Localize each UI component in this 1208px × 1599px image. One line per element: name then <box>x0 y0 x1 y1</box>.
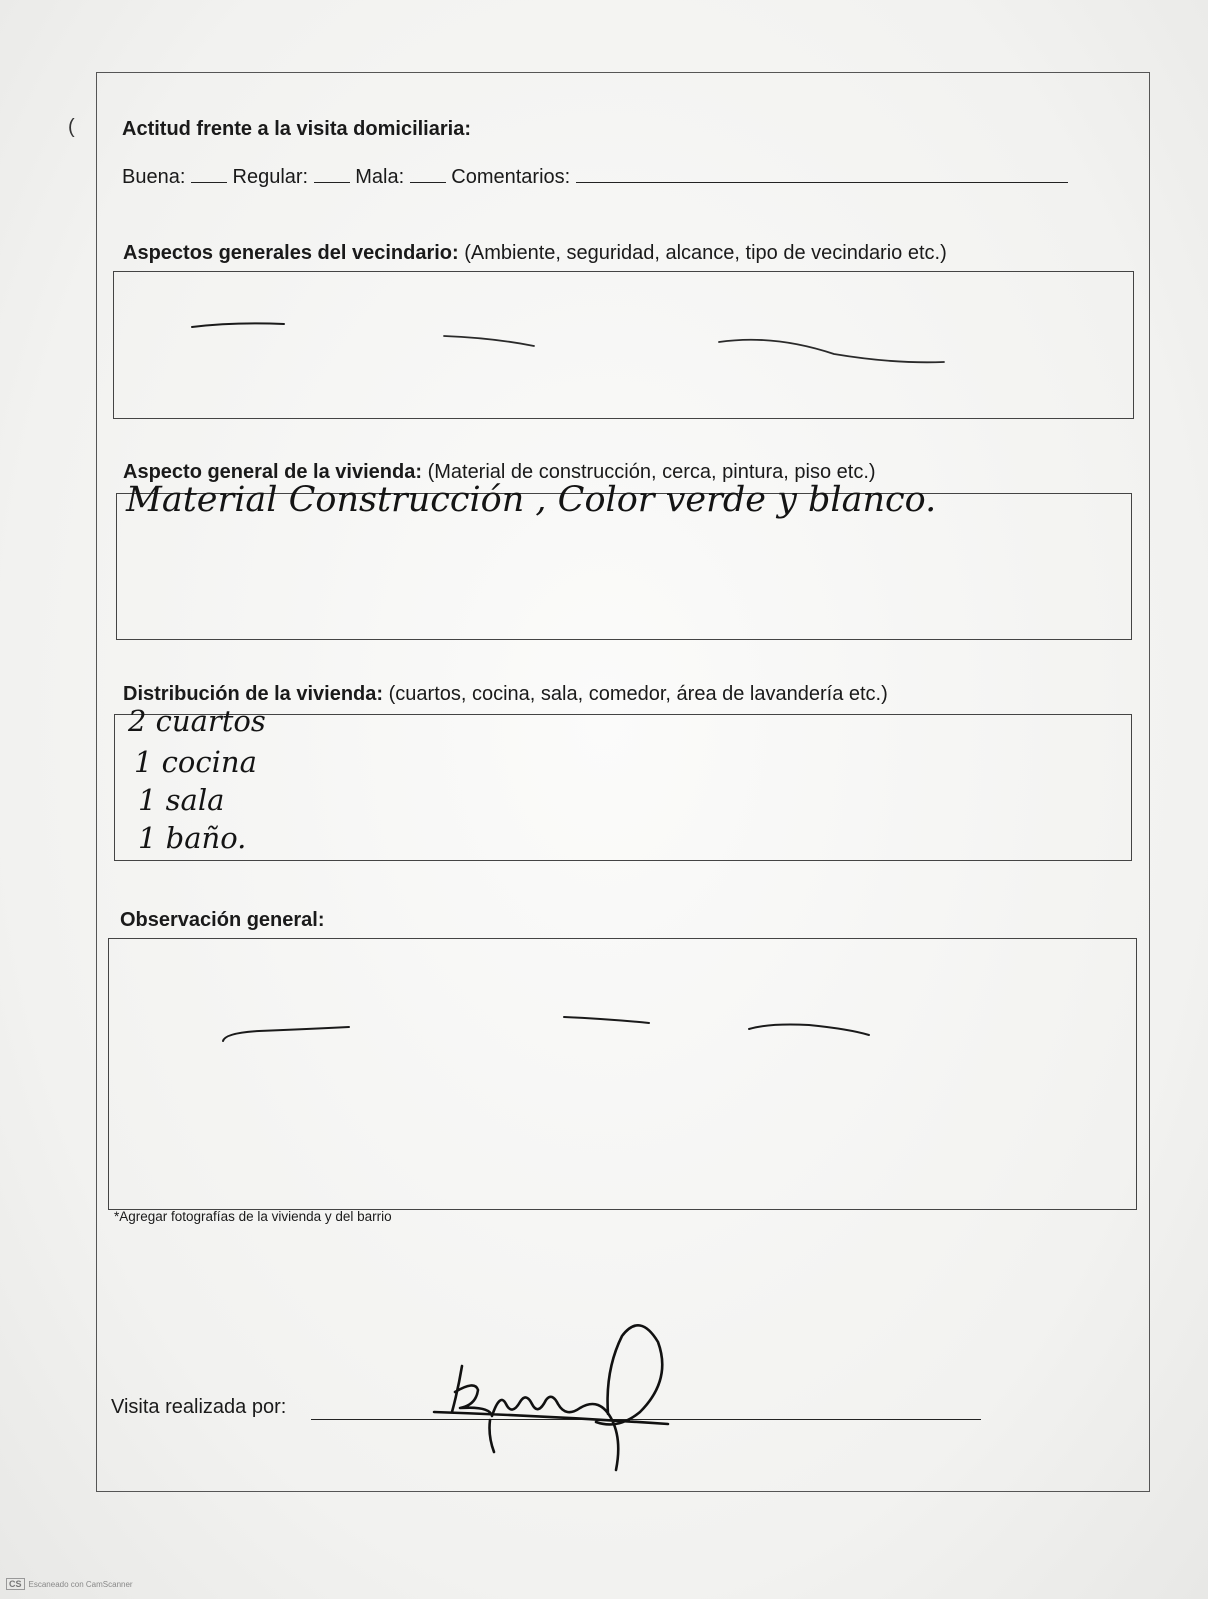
vivienda-hint: (Material de construcción, cerca, pintura, piso etc.) <box>427 461 876 483</box>
vecindario-title: Aspectos generales del vecindario: <box>123 242 459 264</box>
vivienda-title: Aspecto general de la vivienda: <box>123 461 422 483</box>
distribucion-line-3: 1 sala <box>138 783 225 817</box>
visita-label: Visita realizada por: <box>111 1396 287 1418</box>
distribucion-line-1: 2 cuartos <box>128 704 266 738</box>
distribucion-line-2: 1 cocina <box>134 745 257 779</box>
distribucion-line-4: 1 baño. <box>138 821 247 855</box>
camscanner-logo-icon: CS <box>6 1578 25 1590</box>
scanner-footer <box>6 1578 133 1590</box>
vecindario-hint: (Ambiente, seguridad, alcance, tipo de vecindario etc.) <box>464 242 947 264</box>
vivienda-handwriting: Material Construcción , Color verde y blanco. <box>126 480 937 520</box>
observacion-title: Observación general: <box>120 909 325 931</box>
distribucion-hint: (cuartos, cocina, sala, comedor, área de lavandería etc.) <box>388 683 888 705</box>
regular-label: Regular: <box>232 166 309 188</box>
mala-label: Mala: <box>355 166 405 188</box>
actitud-title: Actitud frente a la visita domiciliaria: <box>122 118 471 140</box>
comentarios-label: Comentarios: <box>451 166 571 188</box>
distribucion-title: Distribución de la vivienda: <box>123 683 384 705</box>
photo-note: *Agregar fotografías de la vivienda y del barrio <box>114 1209 392 1224</box>
buena-label: Buena: <box>122 166 186 188</box>
scanner-footer-text: Escaneado con CamScanner <box>28 1580 133 1589</box>
stray-mark: ( <box>68 116 75 138</box>
